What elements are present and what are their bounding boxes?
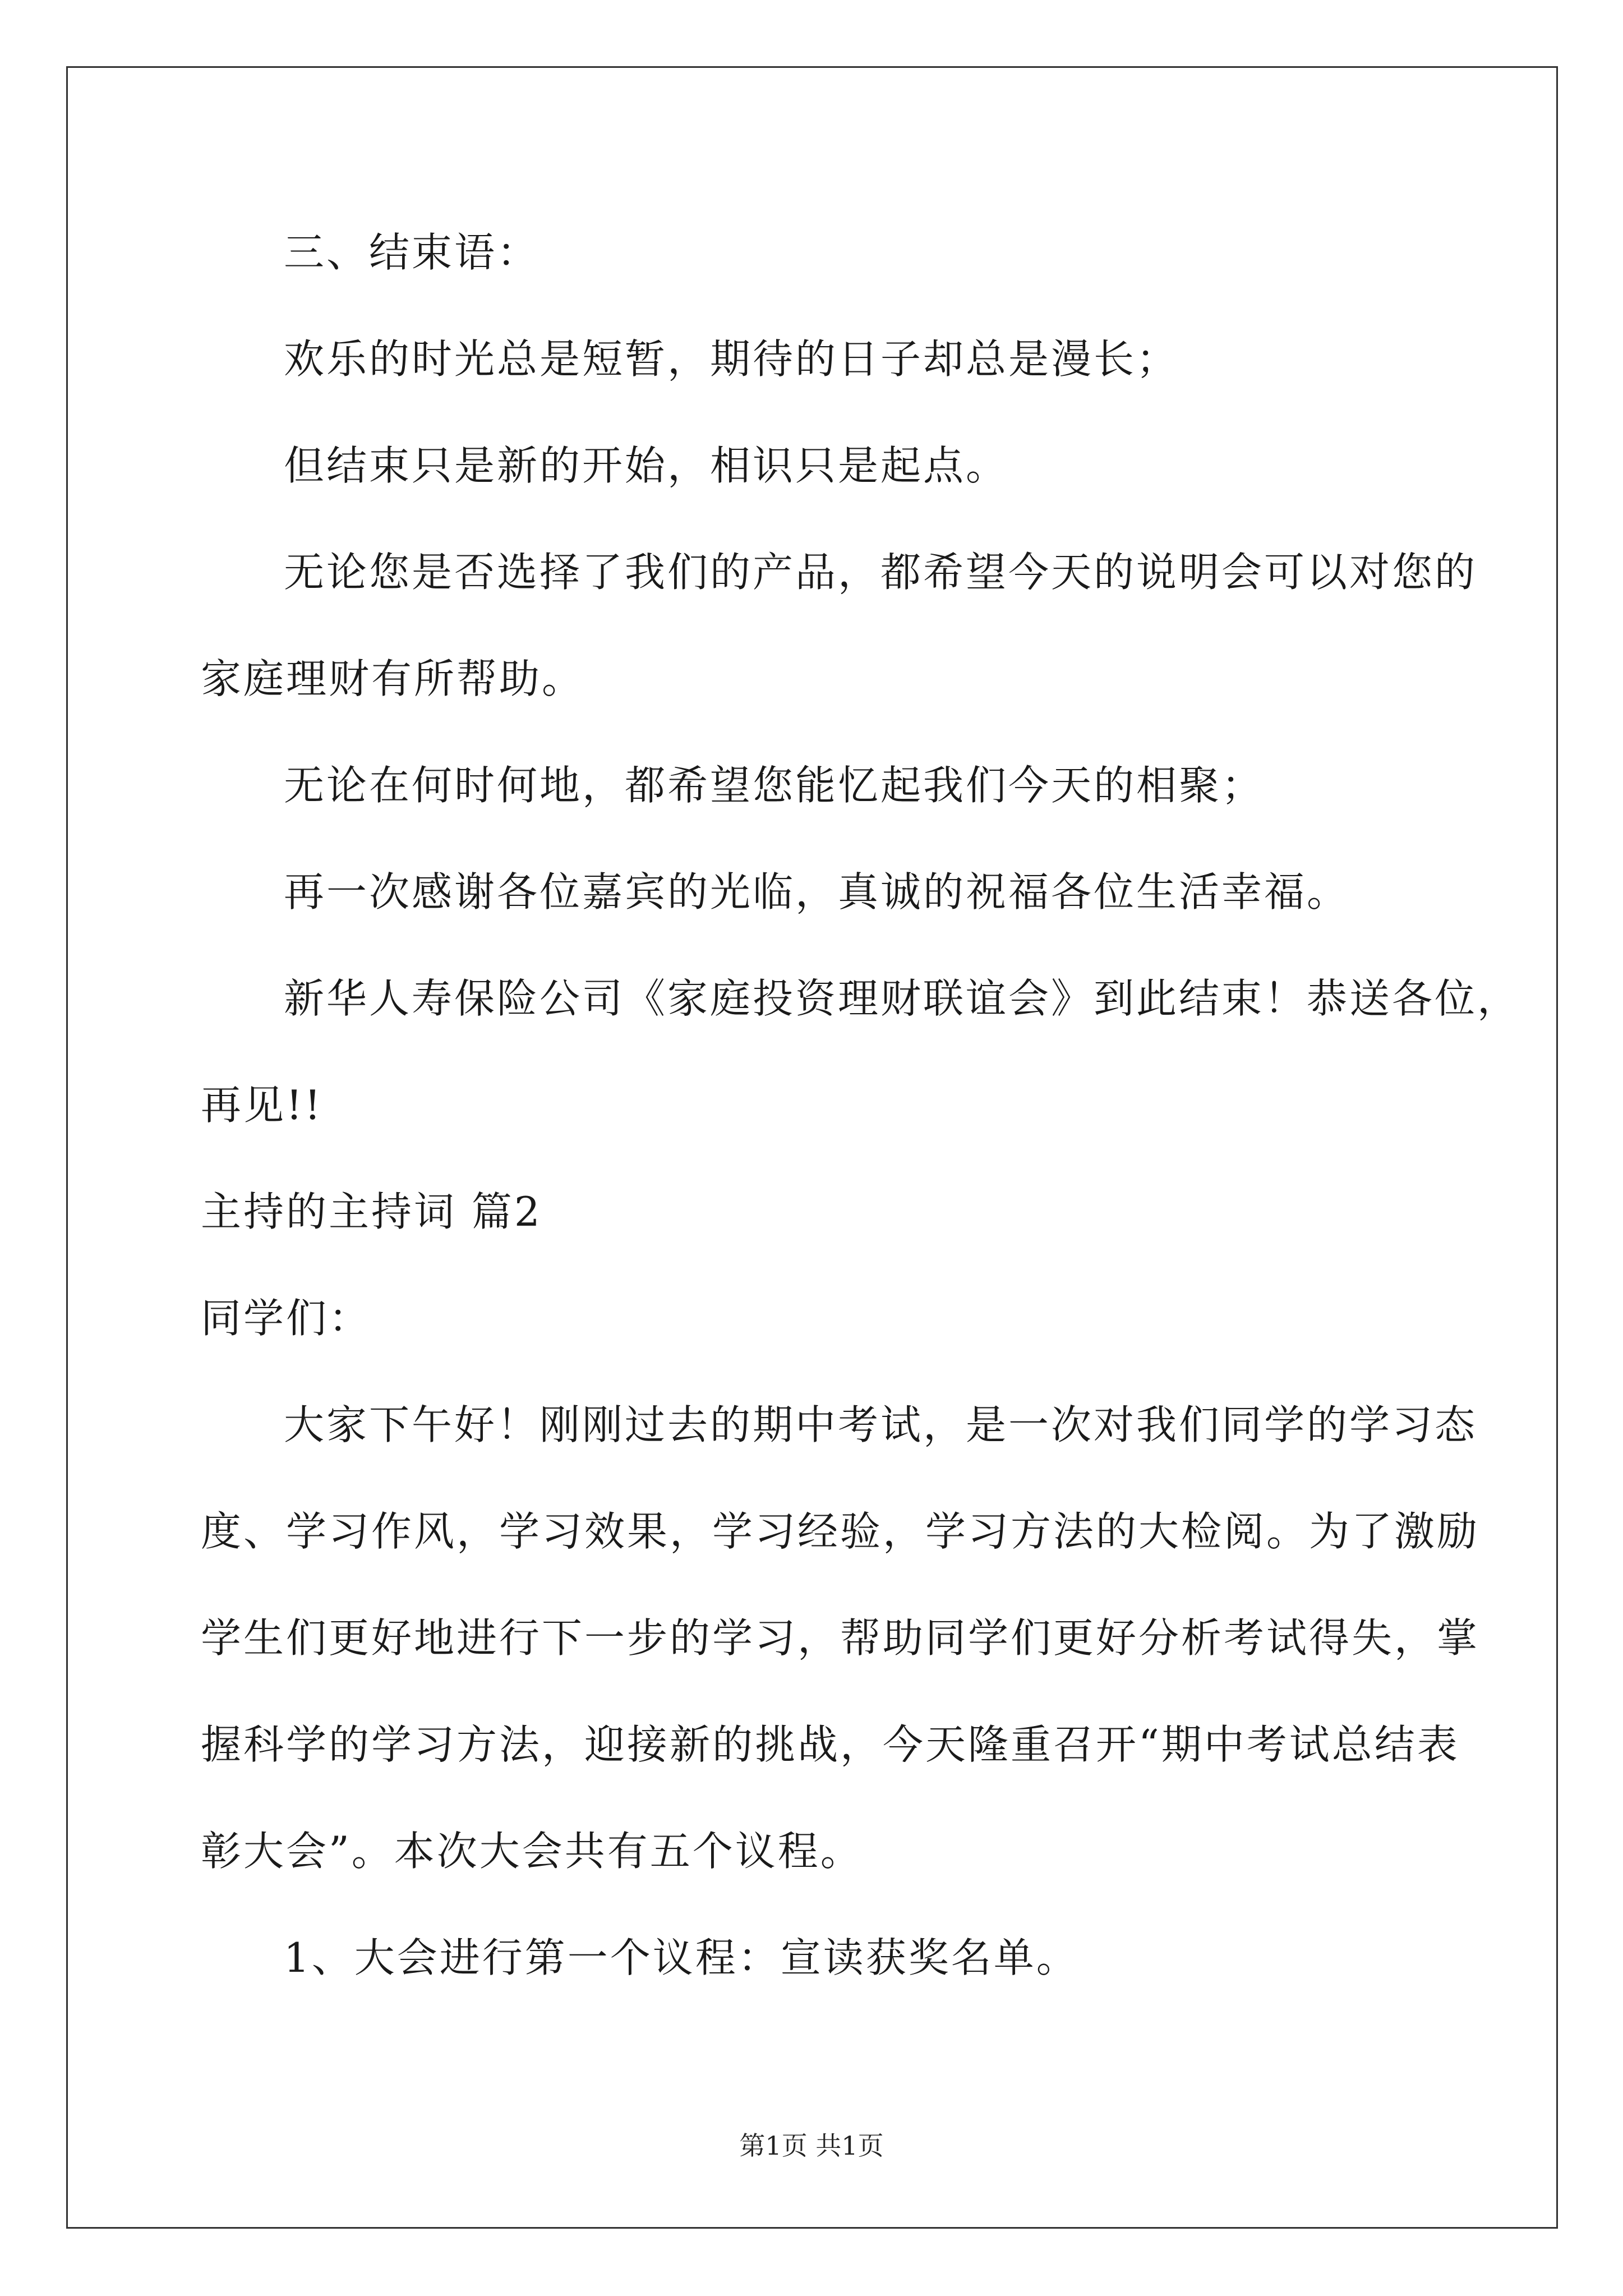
text-line: 三、结束语： (284, 229, 540, 276)
text-line: 但结束只是新的开始，相识只是起点。 (284, 442, 1009, 489)
text-line: 彰大会”。本次大会共有五个议程。 (201, 1828, 863, 1875)
text-line: 新华人寿保险公司《家庭投资理财联谊会》到此结束！恭送各位， (284, 975, 1520, 1022)
text-line: 大家下午好！刚刚过去的期中考试，是一次对我们同学的学习态 (284, 1401, 1478, 1448)
text-line: 学生们更好地进行下一步的学习，帮助同学们更好分析考试得失，掌 (201, 1614, 1480, 1662)
section-heading: 主持的主持词 篇2 (201, 1188, 542, 1235)
page-border (66, 66, 1558, 2229)
text-line: 再见!! (201, 1082, 323, 1129)
text-line: 欢乐的时光总是短暂，期待的日子却总是漫长； (284, 335, 1179, 383)
text-line: 再一次感谢各位嘉宾的光临，真诚的祝福各位生活幸福。 (284, 868, 1350, 915)
text-line: 度、学习作风，学习效果，学习经验，学习方法的大检阅。为了激励 (201, 1508, 1480, 1555)
text-line: 家庭理财有所帮助。 (201, 655, 585, 702)
text-line: 握科学的学习方法，迎接新的挑战，今天隆重召开“期中考试总结表 (201, 1721, 1460, 1768)
text-line: 无论您是否选择了我们的产品，都希望今天的说明会可以对您的 (284, 549, 1478, 596)
text-line: 无论在何时何地，都希望您能忆起我们今天的相聚； (284, 762, 1265, 809)
page-footer: 第1页 共1页 (739, 2131, 884, 2161)
text-line: 1、大会进行第一个议程：宣读获奖名单。 (284, 1934, 1079, 1981)
salutation: 同学们： (201, 1295, 372, 1342)
